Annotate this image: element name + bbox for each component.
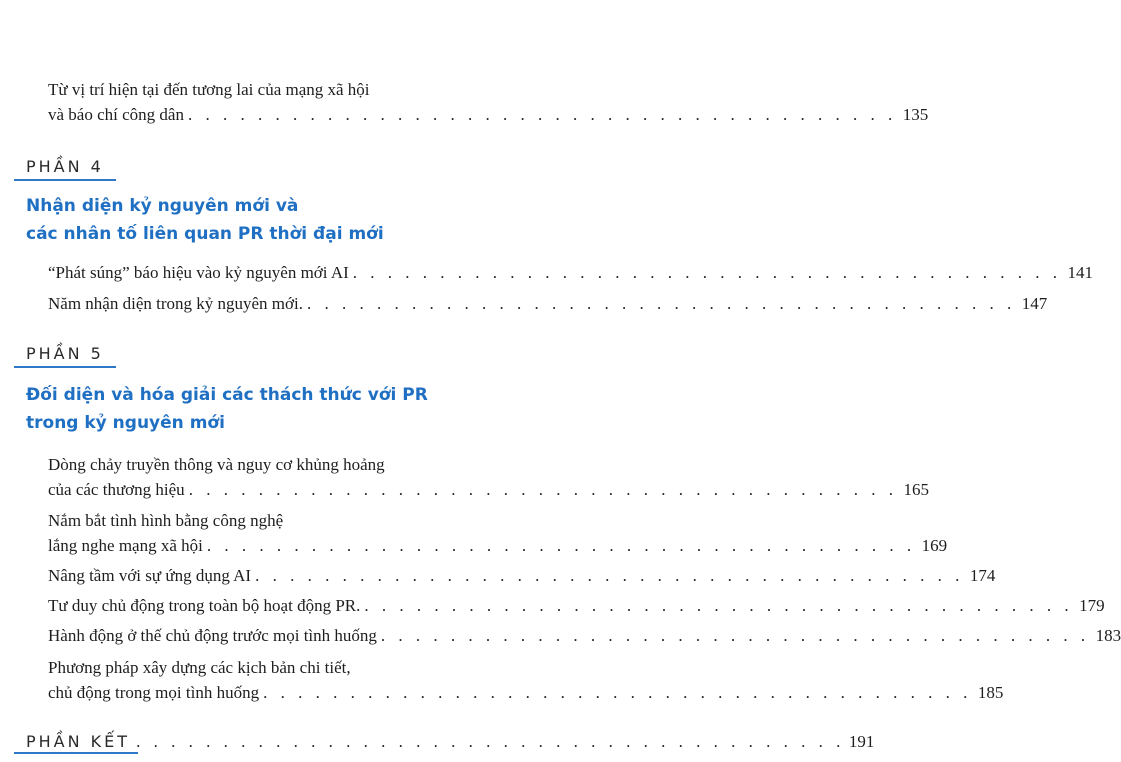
toc-entry-text-line2: của các thương hiệu [48,480,185,499]
toc-entry[interactable] [48,260,1094,285]
leader-dots: . . . . . . . . . . . . . . . . . . . . . . . . . . . . . . . . . . . . . . . . . [380,626,1090,645]
part-end-rule [14,752,138,754]
toc-entry-text: Năm nhận diện trong kỷ nguyên mới. [48,294,303,313]
part-5-rule [14,366,116,368]
toc-entry-text-line1: Phương pháp xây dựng các kịch bản chi tiết, [48,658,351,677]
part-4-title-line2: các nhân tố liên quan PR thời đại mới [26,224,384,244]
toc-entry[interactable] [48,77,929,127]
toc-entry-text-line2: và báo chí công dân [48,105,184,124]
part-5-title[interactable] [26,381,428,437]
part-5-title-line1: Đối diện và hóa giải các thách thức với PR [26,385,428,405]
toc-entry-page: 165 [903,480,929,499]
toc-entry[interactable] [48,655,1004,705]
part-4-title-line1: Nhận diện kỷ nguyên mới và [26,196,299,216]
toc-entry-page: 141 [1067,263,1094,282]
part-end-entry[interactable] [26,731,875,753]
leader-dots: . . . . . . . . . . . . . . . . . . . . . . . . . . . . . . . . . . . . . . . . . [306,294,1016,313]
toc-entry[interactable] [48,452,929,502]
toc-entry-page: 183 [1095,626,1121,645]
part-end-label: PHẦN KẾT [26,732,131,751]
leader-dots: . . . . . . . . . . . . . . . . . . . . . . . . . . . . . . . . . . . . . . . . . [263,683,972,702]
toc-entry-text: Tư duy chủ động trong toàn bộ hoạt động PR. [48,596,361,615]
leader-dots: . . . . . . . . . . . . . . . . . . . . . . . . . . . . . . . . . . . . . . . . . [188,480,898,499]
toc-entry-text-line1: Dòng chảy truyền thông và nguy cơ khủng hoảng [48,455,385,474]
leader-dots: . . . . . . . . . . . . . . . . . . . . . . . . . . . . . . . . . . . . . . . . . [364,596,1074,615]
part-end-page: 191 [848,732,875,751]
toc-entry-page: 179 [1079,596,1105,615]
toc-entry-page: 135 [902,105,929,124]
toc-entry[interactable] [48,291,1048,316]
part-5-label: PHẦN 5 [26,344,104,363]
toc-entry[interactable] [48,563,996,588]
leader-dots: . . . . . . . . . . . . . . . . . . . . . . . . . . . . . . . . . . . . . . . . . [352,263,1062,282]
leader-dots: . . . . . . . . . . . . . . . . . . . . . . . . . . . . . . . . . . . . . . . . . [187,105,897,124]
toc-entry-page: 147 [1021,294,1048,313]
part-5-title-line2: trong kỷ nguyên mới [26,413,225,433]
toc-entry[interactable] [48,508,948,558]
leader-dots: . . . . . . . . . . . . . . . . . . . . . . . . . . . . . . . . . . . . . . . . . [136,732,845,751]
toc-entry-text: “Phát súng” báo hiệu vào kỷ nguyên mới AI [48,263,349,282]
toc-entry-text: Hành động ở thế chủ động trước mọi tình huống [48,626,377,645]
toc-entry-text-line1: Nắm bắt tình hình bằng công nghệ [48,511,284,530]
leader-dots: . . . . . . . . . . . . . . . . . . . . . . . . . . . . . . . . . . . . . . . . . [255,566,964,585]
leader-dots: . . . . . . . . . . . . . . . . . . . . . . . . . . . . . . . . . . . . . . . . . [206,536,916,555]
toc-entry-text-line2: lắng nghe mạng xã hội [48,536,203,555]
toc-entry-page: 174 [969,566,996,585]
toc-entry-page: 185 [977,683,1004,702]
part-4-rule [14,179,116,181]
part-4-title[interactable] [26,192,384,248]
toc-entry-text: Nâng tầm với sự ứng dụng AI [48,566,252,585]
toc-entry-text-line2: chủ động trong mọi tình huống [48,683,260,702]
toc-entry-page: 169 [921,536,948,555]
toc-entry-text-line1: Từ vị trí hiện tại đến tương lai của mạng xã hội [48,80,370,99]
toc-entry[interactable] [48,623,1121,648]
part-4-label: PHẦN 4 [26,157,104,176]
toc-entry[interactable] [48,593,1105,618]
